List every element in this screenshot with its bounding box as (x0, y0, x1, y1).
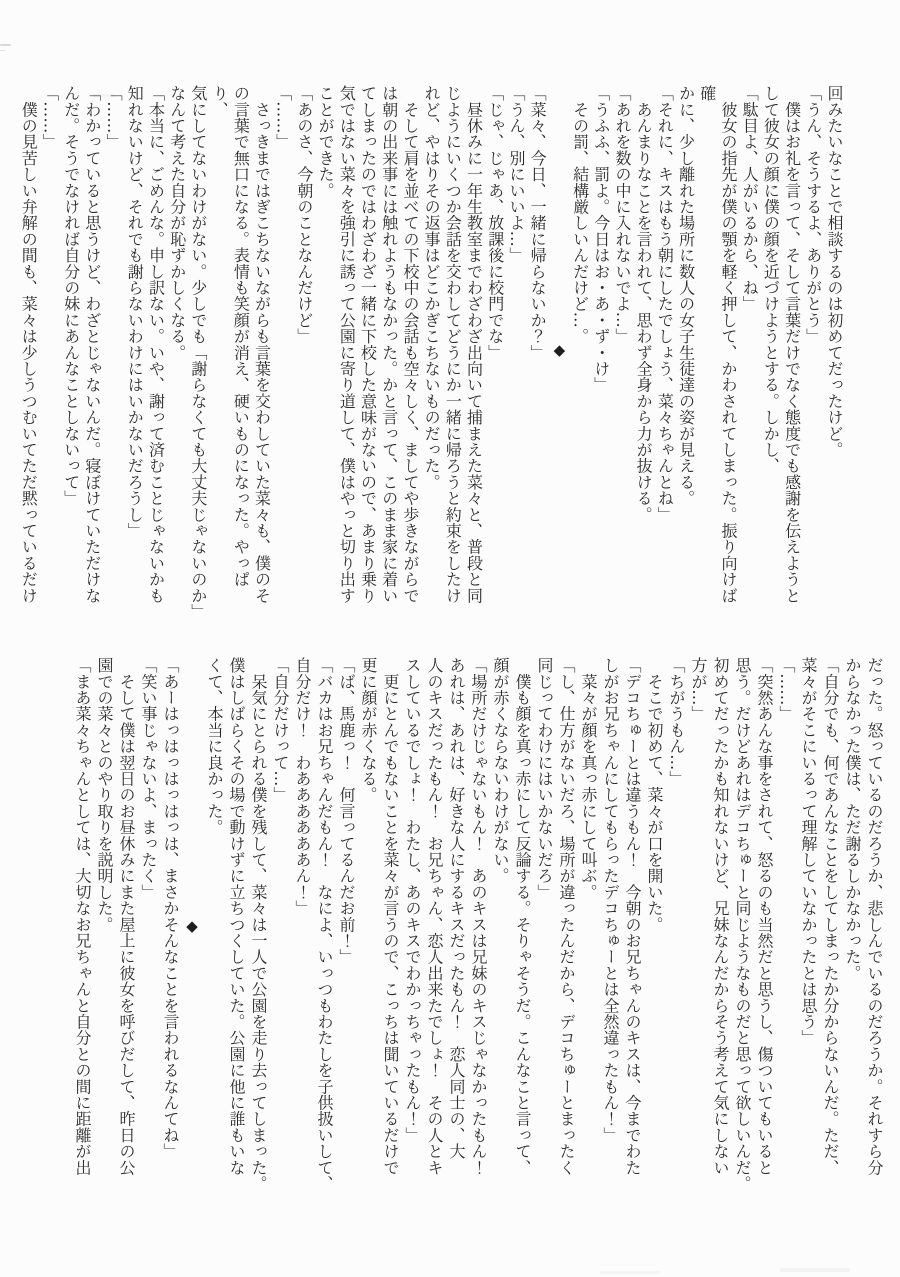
text-column: の言葉で無口になる。表情も笑顔が消え、硬いものになった。やっぱり、 (210, 85, 251, 588)
text-column: ことができた。 (316, 85, 336, 199)
text-column: てしまったのではわざわざ一緒に下校した意味がないので、あまり乗り (358, 85, 378, 604)
text-column: じようにいくつか会話を交わしてどうにか一緒に帰ろうと約束をしたけ (443, 85, 463, 604)
text-column: 顔が赤くならないわけがない。 (491, 657, 510, 884)
text-column: して彼女の顔に僕の顔を近づけようとする。しかし、 (761, 85, 781, 474)
text-column: 「それに、キスはもう朝にしたでしょう、菜々ちゃんとね」 (655, 85, 675, 523)
text-column: 「あーはっはっはっはっは、まさかそんなことを言われるなんてね」 (161, 657, 180, 1160)
top-text-block (19, 85, 845, 620)
text-column: かに、少し離れた場所に数人の女子生徒達の姿が見える。 (676, 85, 696, 507)
scan-artifact (0, 44, 11, 46)
text-column: 「あのさ、今朝のことなんだけど」 (294, 85, 314, 345)
text-column: その罰、結構厳しいんだけど…。 (570, 85, 590, 345)
text-column: あれは、あれは、好きな人にするキスだったもん！ 恋人同士の、大 (447, 657, 466, 1160)
scan-artifact (600, 1271, 660, 1274)
text-column: 「わかっていると思うけど、わざとじゃないんだ。寝ぼけていただけな (82, 85, 102, 604)
text-column: は朝の出来事には触れようもなかった。かと言って、このまま家に着い (379, 85, 399, 604)
scan-artifact (780, 1268, 850, 1272)
text-column: さっきまではぎこちないながらも言葉を交わしていた菜々も、僕のそ (252, 85, 272, 604)
text-column: れど、やはりその返事はどこかぎこちないものだった。 (422, 85, 442, 490)
text-column: そして肩を並べての下校中の会話も空々しく、ましてや歩きながらで (400, 85, 420, 604)
text-column: 「ちがうもん…」 (667, 657, 686, 787)
text-column: 「本当に、ごめんな。申し訳ない。いや、謝って済むことじゃないかも (146, 85, 166, 604)
text-column: 知れないけど、それでも謝らないわけにはいかないだろうし」 (125, 85, 145, 539)
text-column: 回みたいなことで相談するのは初めてだったけど。 (825, 85, 844, 458)
bottom-text-block (69, 657, 885, 1195)
text-column: 自分だけ！ わああああああん！」 (293, 657, 312, 917)
text-column: 更に顔が赤くなる。 (359, 657, 378, 803)
text-column: 更にとんでもないことを菜々が言うので、こっちは聞いているだけで (381, 657, 400, 1176)
text-column: 「菜々、今日、一緒に帰らないか？」 (528, 85, 548, 361)
text-column: 「笑い事じゃないよ、まったく」 (139, 657, 158, 900)
text-column: 「バカはお兄ちゃんだもん！ なによ、いっつもわたしを子供扱いして、 (315, 657, 334, 1192)
section-divider-icon: ◆ (550, 340, 569, 360)
text-column: 思う。だけどあれはデコちゅーと同じようなものだと思って欲しいんだ。 (733, 657, 752, 1192)
text-column: そして僕は翌日のお昼休みにまた屋上に彼女を呼びだして、昨日の公 (117, 657, 136, 1176)
text-column: 初めてだったかも知れないけど、兄妹なんだからそう考えて気にしない (711, 657, 730, 1176)
text-column: 「うん、別にいいよ…」 (506, 85, 526, 264)
text-column: 同じってわけにはいかないだろ」 (535, 657, 554, 900)
text-column: 「自分でも、何であんなことをしてしまったか分からないんだ。ただ、 (821, 657, 840, 1176)
text-column: だった。怒っているのだろうか、悲しんでいるのだろうか。それすら分 (865, 657, 884, 1176)
text-column: んだ。そうでなければ自分の妹にあんなことしないって」 (61, 85, 81, 507)
text-column: 方が…」 (689, 657, 708, 722)
text-column: 昼休みに一年生教室までわざわざ出向いて捕まえた菜々と、普段と同 (464, 85, 484, 604)
text-column: 「……」 (777, 657, 796, 722)
text-column: 「……」 (40, 85, 60, 150)
text-column: 僕はしばらくその場で動けずに立ちつくしていた。公園に他に誰もいな (227, 657, 246, 1176)
text-column: 「……」 (104, 85, 124, 150)
text-column: あんまりなことを言われて、思わず全身から力が抜ける。 (634, 85, 654, 523)
text-column: そこで初めて、菜々が口を開いた。 (645, 657, 664, 933)
text-column: なんて考えた自分が恥ずかしくなる。 (167, 85, 187, 361)
text-column: 「まあ菜々ちゃんとしては、大切なお兄ちゃんと自分との間に距離が出 (73, 657, 92, 1176)
text-column: 「デコちゅーとは違うもん！ 今朝のお兄ちゃんのキスは、今までわた (623, 657, 642, 1176)
text-column: 呆気にとられる僕を残して、菜々は一人で公園を走り去ってしまった。 (249, 657, 268, 1192)
text-column: 「自分だけって…」 (271, 657, 290, 803)
text-column: 僕の見苦しい弁解の間も、菜々は少しうつむいてただ黙っているだけ (19, 85, 39, 604)
text-column: くて、本当に良かった。 (205, 657, 224, 836)
text-column: 園での菜々とのやり取りを説明した。 (95, 657, 114, 933)
text-column: 人のキスだったもん！ お兄ちゃん、恋人出来たでしょ！ その人とキ (425, 657, 444, 1176)
text-column: 菜々がそこにいるって理解していなかったとは思う」 (799, 657, 818, 1046)
text-column: 菜々が顔を真っ赤にして叫ぶ。 (579, 657, 598, 900)
text-column: 「駄目よ、人がいるから、ね」 (740, 85, 760, 312)
text-column: 彼女の指先が僕の顎を軽く押して、かわされてしまった。振り向けば確 (697, 85, 738, 604)
text-column: 「うん、そうするよ、ありがとう」 (803, 85, 823, 345)
text-column: 気にしてないわけがない。少しでも「謝らなくても大丈夫じゃないのか」 (188, 85, 208, 620)
text-column: 「ば、馬鹿っ！ 何言ってるんだお前！」 (337, 657, 356, 965)
text-column: 「突然あんな事をされて、怒るのも当然だと思うし、傷ついてもいると (755, 657, 774, 1176)
text-column: しがお兄ちゃんにしてもらったデコちゅーとは全然違ったもん！」 (601, 657, 620, 1143)
text-column: からなかった僕は、ただ謝るしかなかった。 (843, 657, 862, 981)
text-column: スしているでしょ！ わたし、あのキスでわかっちゃったもん！」 (403, 657, 422, 1143)
text-column: 「うふふ、罰よ。今日はお・あ・ず・け」 (591, 85, 611, 393)
text-column: 「し、仕方がないだろ、場所が違ったんだから、デコちゅーとまったく (557, 657, 576, 1176)
text-column: 僕はお礼を言って、そして言葉だけでなく態度でも感謝を伝えようと (782, 85, 802, 604)
text-column: 僕も顔を真っ赤にして反論する。そりゃそうだ。こんなこと言って、 (513, 657, 532, 1176)
section-divider-icon: ◆ (183, 916, 201, 936)
scan-artifact (0, 50, 5, 51)
text-column: 「じゃ、じゃあ、放課後に校門でな」 (485, 85, 505, 361)
text-column: 「……」 (273, 85, 293, 150)
text-column: 「場所だけじゃないもん！ あのキスは兄妹のキスじゃなかったもん！ (469, 657, 488, 1176)
text-column: 気ではない菜々を強引に誘って公園に寄り道して、僕はやっと切り出す (337, 85, 357, 604)
text-column: 「あれを数の中に入れないでよ…」 (612, 85, 632, 345)
